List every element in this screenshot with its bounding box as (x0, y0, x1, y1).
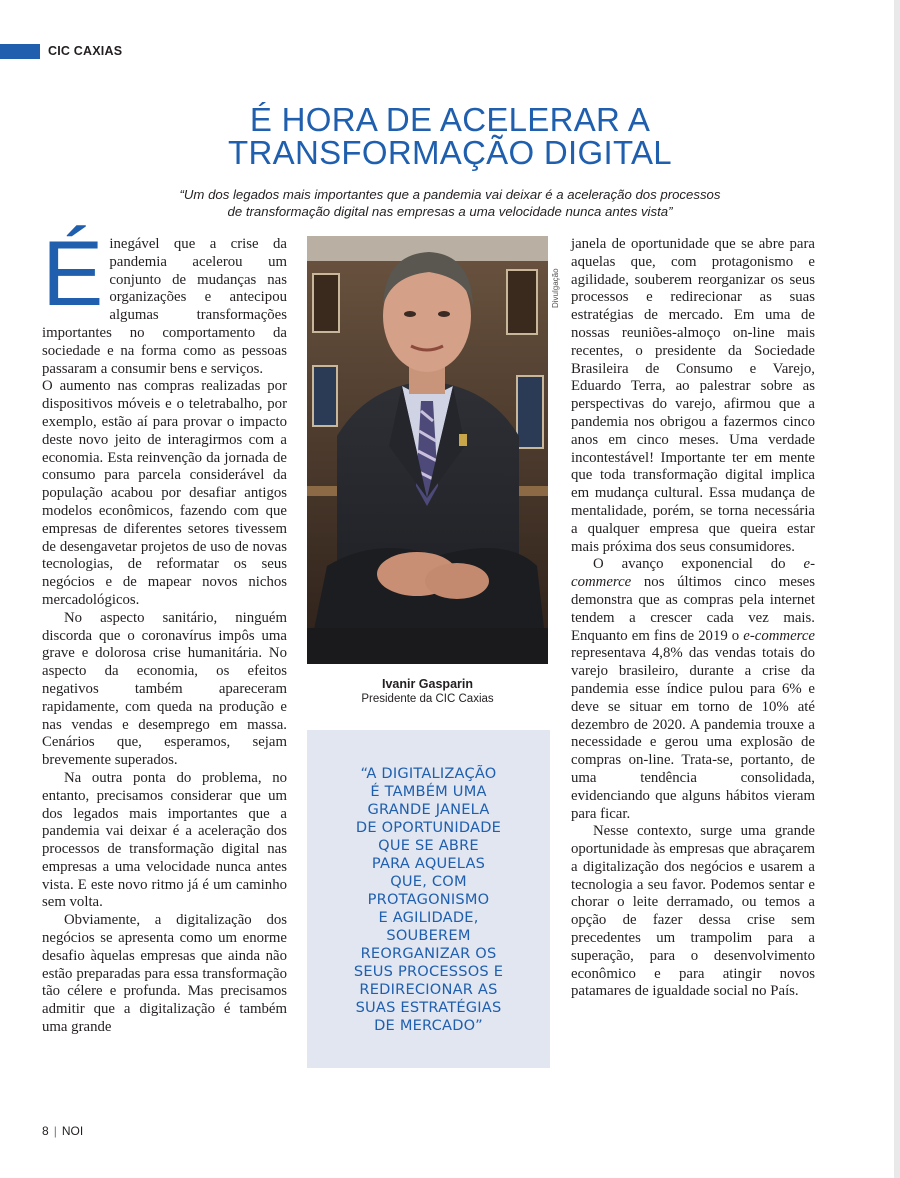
article-title-line-1: É HORA DE ACELERAR A (249, 101, 651, 138)
right-text-column (571, 236, 815, 1001)
pull-quote-text (321, 765, 536, 1035)
pull-quote-line: SEUS PROCESSOS E (353, 963, 504, 980)
portrait-illustration (307, 236, 548, 664)
pull-quote-line: “A DIGITALIZAÇÃO (360, 765, 497, 782)
pull-quote-line: SUAS ESTRATÉGIAS (355, 999, 502, 1016)
caption-name: Ivanir Gasparin (381, 677, 473, 691)
pull-quote-line: QUE, COM (390, 873, 467, 890)
left-paragraph-1 (42, 223, 287, 378)
left-paragraph-5: Obviamente, a digitalização dos negócios se apresenta como um enorme desafio àquelas empresas que ainda não estão preparadas para essa transformação tão célere e profunda. Mas precisamos admitir que a digitalização é também uma grande (42, 912, 287, 1036)
right-paragraph-2-part: representava 4,8% das vendas totais do varejo brasileiro, durante a crise da pandemia esse índice pulou para 6% e deve se situar em torno de 10% até dezembro de 2020. A pandemia trouxe a necessidade e gerou uma explosão de compras on-line. Trata-se, portanto, de uma tendência consolidada, evidenciando que alguns hábitos vieram para ficar. (571, 645, 815, 822)
article-subtitle-line-1: “Um dos legados mais importantes que a pandemia vai deixar é a aceleração dos processos (179, 187, 721, 202)
footer-separator: | (53, 1124, 57, 1138)
right-paragraph-3: Nesse contexto, surge uma grande oportunidade às empresas que abraçarem a digitalização dos negócios e usarem a tecnologia a seu favor. Podemos sentar e chorar o leite derramado, ou temos a opção de fazer dessa crise sem precedentes um trampolim para a superação, para o desenvolvimento econômico e para atingir novos patamares de igualdade social no País. (571, 823, 815, 1000)
pull-quote-line: REORGANIZAR OS (360, 945, 497, 962)
pull-quote-line: PARA AQUELAS (371, 855, 486, 872)
pull-quote-line: QUE SE ABRE (378, 837, 479, 854)
page-number: 8 (42, 1124, 49, 1138)
article-title (100, 103, 800, 169)
photo-credit: Divulgação (551, 268, 560, 308)
article-subtitle-line-2: de transformação digital nas empresas a uma velocidade nunca antes vista” (227, 204, 673, 219)
pull-quote-line: É TAMBÉM UMA (370, 783, 487, 800)
pull-quote-line: REDIRECIONAR AS (359, 981, 498, 998)
pull-quote-line: SOUBEREM (386, 927, 471, 944)
right-paragraph-2-part: O avanço exponencial do (593, 556, 804, 573)
ecommerce-term: e-commerce (743, 627, 815, 644)
article-title-line-2: TRANSFORMAÇÃO DIGITAL (228, 134, 672, 171)
portrait-photo (307, 236, 548, 664)
section-color-bar (0, 44, 40, 59)
ecommerce-term: e-commerce (571, 556, 815, 591)
section-label: CIC CAXIAS (48, 44, 123, 58)
drop-cap: É (42, 223, 104, 325)
pull-quote-line: DE MERCADO” (374, 1017, 483, 1034)
pull-quote-line: PROTAGONISMO (367, 891, 490, 908)
page-edge-rule (894, 0, 900, 1178)
page-footer (42, 1124, 83, 1138)
left-paragraph-3: No aspecto sanitário, ninguém discorda que o coronavírus impôs uma grave e dolorosa crise humanitária. No aspecto da economia, os efeitos negativos também apareceram rapidamente, com queda na produção e nas vendas e desemprego em massa. Cenários que, esperamos, sejam brevemente superados. (42, 609, 287, 769)
photo-caption (307, 676, 548, 707)
right-paragraph-2 (571, 556, 815, 823)
article-subtitle (110, 186, 790, 220)
left-text-column (42, 223, 287, 1037)
left-paragraph-4: Na outra ponta do problema, no entanto, precisamos considerar que um dos legados mais importantes que a pandemia vai deixar é a aceleração dos processos de transformação digital nas empresas a uma velocidade nunca antes vista. E este novo ritmo já é um caminho sem volta. (42, 769, 287, 911)
caption-role: Presidente da CIC Caxias (361, 693, 494, 705)
magazine-name: NOI (61, 1124, 84, 1138)
right-paragraph-1: janela de oportunidade que se abre para aquelas que, com protagonismo e agilidade, souberem reorganizar os seus processos e redirecionar as suas estratégias de mercado. Em uma de nossas reuniões-almoço on-line mais recentes, o presidente da Sociedade Brasileira de Consumo e Varejo, Eduardo Terra, ao palestrar sobre as perspectivas do varejo, afirmou que a pandemia nos obrigou a fazermos cinco anos em cinco meses. Uma verdade incontestável! Importante ter em mente que toda transformação digital implica em mudança cultural. Essa mudança de mentalidade, porém, se torna necessária a qualquer empresa que queira estar mais próxima dos seus consumidores. (571, 236, 815, 555)
pull-quote-line: E AGILIDADE, (378, 909, 479, 926)
pull-quote-line: DE OPORTUNIDADE (355, 819, 502, 836)
right-paragraph-2-part: nos últimos cinco meses demonstra que as compras pela internet tendem a crescer cada vez mais. Enquanto em fins de 2019 o (571, 574, 815, 644)
pull-quote-line: GRANDE JANELA (367, 801, 490, 818)
left-paragraph-1-text: inegável que a crise da pandemia acelerou um conjunto de mudanças nas organizações e antecipou algumas transformações importantes no comportamento da sociedade e na forma como as pessoas passaram a consumir bens e serviços. (42, 236, 287, 377)
left-paragraph-2: O aumento nas compras realizadas por dispositivos móveis e o teletrabalho, por exemplo, estão aí para provar o impacto deste novo jeito de interagirmos com a economia. Esta reinvenção da jornada de consumo para parcela considerável da população acabou por desafiar antigos modelos econômicos, fazendo com que empresas de diferentes setores tivessem de desengavetar projetos de uso de novas tecnologias, de reformatar os seus negócios e de mapear novos nichos mercadológicos. (42, 378, 287, 608)
pull-quote-box (307, 730, 550, 1068)
